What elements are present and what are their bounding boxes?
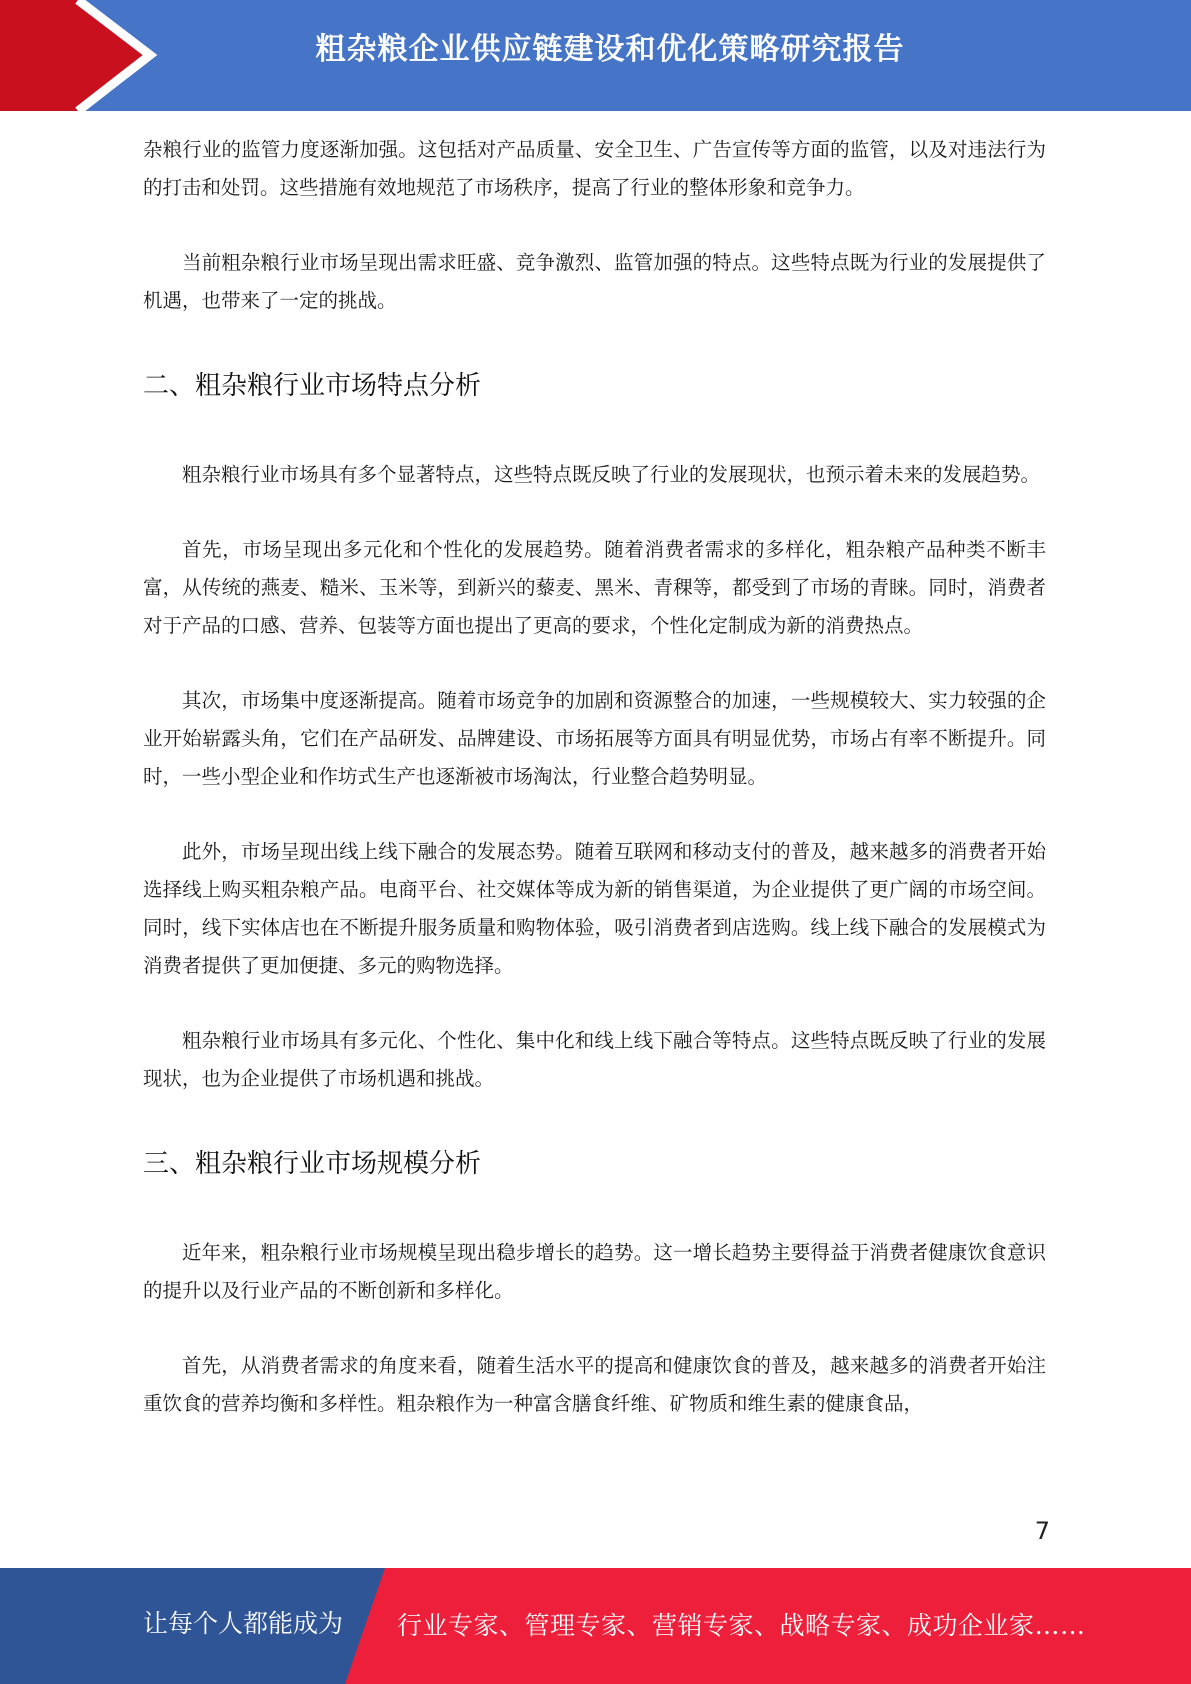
page-header — [0, 0, 1191, 111]
section-heading: 三、粗杂粮行业市场规模分析 — [143, 1149, 482, 1179]
footer-slogan-left: 让每个人都能成为 — [143, 1609, 344, 1638]
paragraph: 其次，市场集中度逐渐提高。随着市场竞争的加剧和资源整合的加速，一些规模较大、实力较强的企业开始崭露头角，它们在产品研发、品牌建设、市场拓展等方面具有明显优势，市场占有率不断提升。同时，一些小型企业和作坊式生产也逐渐被市场淘汰，行业整合趋势明显。 — [143, 689, 1046, 788]
page-content — [143, 131, 1046, 1423]
paragraph: 粗杂粮行业市场具有多元化、个性化、集中化和线上线下融合等特点。这些特点既反映了行业的发展现状，也为企业提供了市场机遇和挑战。 — [143, 1029, 1046, 1090]
paragraph: 此外，市场呈现出线上线下融合的发展态势。随着互联网和移动支付的普及，越来越多的消费者开始选择线上购买粗杂粮产品。电商平台、社交媒体等成为新的销售渠道，为企业提供了更广阔的市场空间。同时，线下实体店也在不断提升服务质量和购物体验，吸引消费者到店选购。线上线下融合的发展模式为消费者提供了更加便捷、多元的购物选择。 — [143, 840, 1046, 977]
footer-slogan-right: 行业专家、管理专家、营销专家、战略专家、成功企业家…… — [397, 1611, 1086, 1640]
paragraph: 首先，从消费者需求的角度来看，随着生活水平的提高和健康饮食的普及，越来越多的消费者开始注重饮食的营养均衡和多样性。粗杂粮作为一种富含膳食纤维、矿物质和维生素的健康食品， — [143, 1354, 1046, 1415]
paragraph: 近年来，粗杂粮行业市场规模呈现出稳步增长的趋势。这一增长趋势主要得益于消费者健康饮食意识的提升以及行业产品的不断创新和多样化。 — [143, 1241, 1046, 1302]
paragraph: 粗杂粮行业市场具有多个显著特点，这些特点既反映了行业的发展现状，也预示着未来的发展趋势。 — [182, 463, 1041, 486]
section-heading: 二、粗杂粮行业市场特点分析 — [143, 371, 482, 401]
paragraph: 首先，市场呈现出多元化和个性化的发展趋势。随着消费者需求的多样化，粗杂粮产品种类不断丰富，从传统的燕麦、糙米、玉米等，到新兴的藜麦、黑米、青稞等，都受到了市场的青睐。同时，消费者对于产品的口感、营养、包装等方面也提出了更高的要求，个性化定制成为新的消费热点。 — [143, 538, 1046, 637]
page-footer — [0, 1568, 1191, 1684]
paragraph: 当前粗杂粮行业市场呈现出需求旺盛、竞争激烈、监管加强的特点。这些特点既为行业的发展提供了机遇，也带来了一定的挑战。 — [143, 251, 1046, 312]
document-title: 粗杂粮企业供应链建设和优化策略研究报告 — [315, 32, 905, 67]
page-number: 7 — [1034, 1517, 1050, 1545]
paragraph: 杂粮行业的监管力度逐渐加强。这包括对产品质量、安全卫生、广告宣传等方面的监管，以及对违法行为的打击和处罚。这些措施有效地规范了市场秩序，提高了行业的整体形象和竞争力。 — [143, 138, 1046, 199]
